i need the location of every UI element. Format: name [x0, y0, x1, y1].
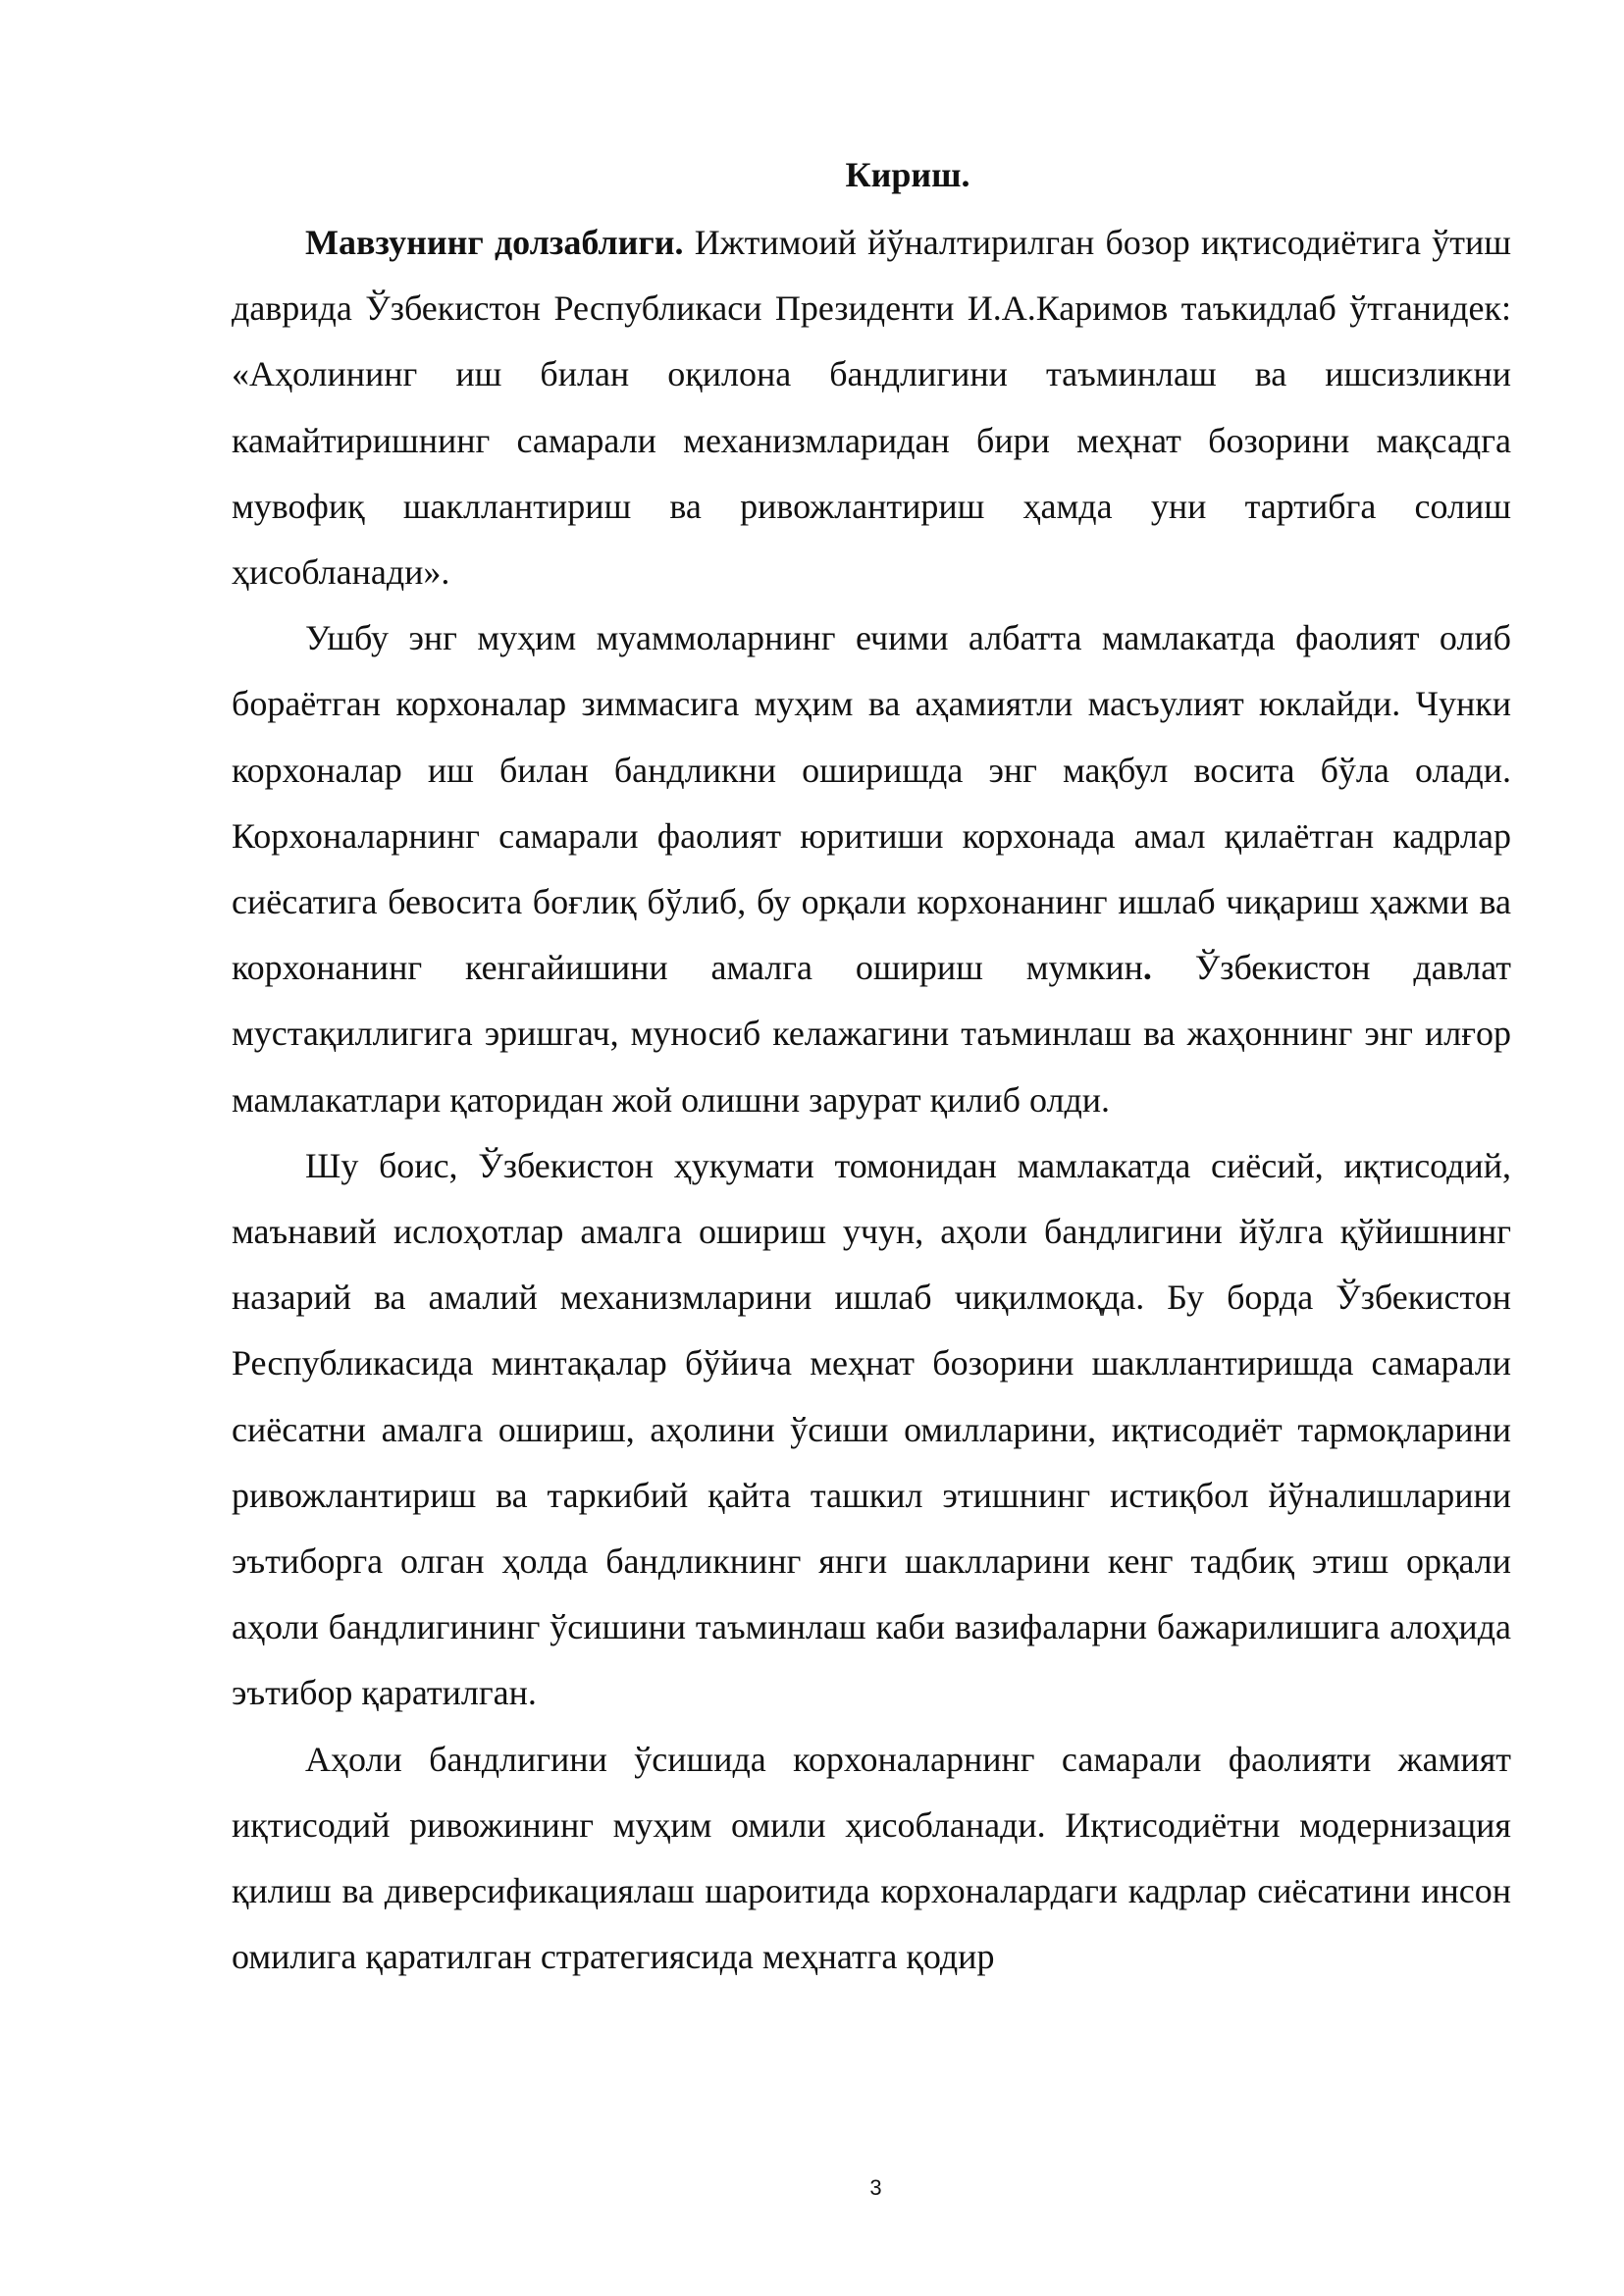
- paragraph-employment-growth: [232, 1727, 1511, 1991]
- paragraph-enterprises: [232, 605, 1511, 1133]
- paragraph-text: Ушбу энг муҳим муаммоларнинг ечими албатта мамлакатда фаолият олиб бораётган корхоналар зиммасига муҳим ва аҳамиятли масъулият юклайди. Чунки корхоналар иш билан бандликни оширишда энг мақбул восита бўла олади. Корхоналарнинг самарали фаолият юритиши корхонада амал қилаётган кадрлар сиёсатига бевосита боғлиқ бўлиб, бу орқали корхонанинг ишлаб чиқариш ҳажми ва корхонанинг кенгайишини амалга ошириш мумкин: [232, 618, 1511, 988]
- paragraph-government: [232, 1133, 1511, 1727]
- paragraph-text: Ижтимоий йўналтирилган бозор иқтисодиётига ўтиш даврида Ўзбекистон Республикаси Президенти И.А.Каримов таъкидлаб ўтганидек: «Аҳолининг иш билан оқилона бандлигини таъминлаш ва ишсизликни камайтиришнинг самарали механизмларидан бири меҳнат бозорини мақсадга мувофиқ шакллантириш ва ривожлантириш ҳамда уни тартибга солиш ҳисобланади».: [232, 223, 1511, 593]
- page-number: 3: [869, 2175, 882, 2200]
- paragraph-text: Аҳоли бандлигини ўсишида корхоналарнинг самарали фаолияти жамият иқтисодий ривожининг муҳим омили ҳисобланади. Иқтисодиётни модернизация қилиш ва диверсификациялаш шароитида корхоналардаги кадрлар сиёсатини инсон омилига қаратилган стратегиясида меҳнатга қодир: [232, 1739, 1511, 1977]
- relevance-heading: Мавзунинг долзаблиги.: [305, 223, 684, 262]
- bold-period: .: [1142, 948, 1152, 988]
- paragraph-text: Шу боис, Ўзбекистон ҳукумати томонидан мамлакатда сиёсий, иқтисодий, маънавий ислоҳотлар амалга ошириш учун, аҳоли бандлигини йўлга қўйишнинг назарий ва амалий механизмларини ишлаб чиқилмоқда. Бу борда Ўзбекистон Республикасида минтақалар бўйича меҳнат бозорини шакллантиришда самарали сиёсатни амалга ошириш, аҳолини ўсиши омилларини, иқтисодиёт тармоқларини ривожлантириш ва таркибий қайта ташкил этишнинг истиқбол йўналишларини эътиборга олган ҳолда бандликнинг янги шаклларини кенг тадбиқ этиш орқали аҳоли бандлигининг ўсишини таъминлаш каби вазифаларни бажарилишига алоҳида эътибор қаратилган.: [232, 1145, 1511, 1713]
- document-body: [232, 210, 1511, 1990]
- paragraph-text-continued: Ўзбекистон давлат мустақиллигига эришгач, муносиб келажагини таъминлаш ва жаҳоннинг энг илғор мамлакатлари қаторидан жой олишни зарурат қилиб олди.: [232, 948, 1511, 1120]
- paragraph-relevance: [232, 210, 1511, 605]
- page-title: Кириш.: [845, 155, 970, 194]
